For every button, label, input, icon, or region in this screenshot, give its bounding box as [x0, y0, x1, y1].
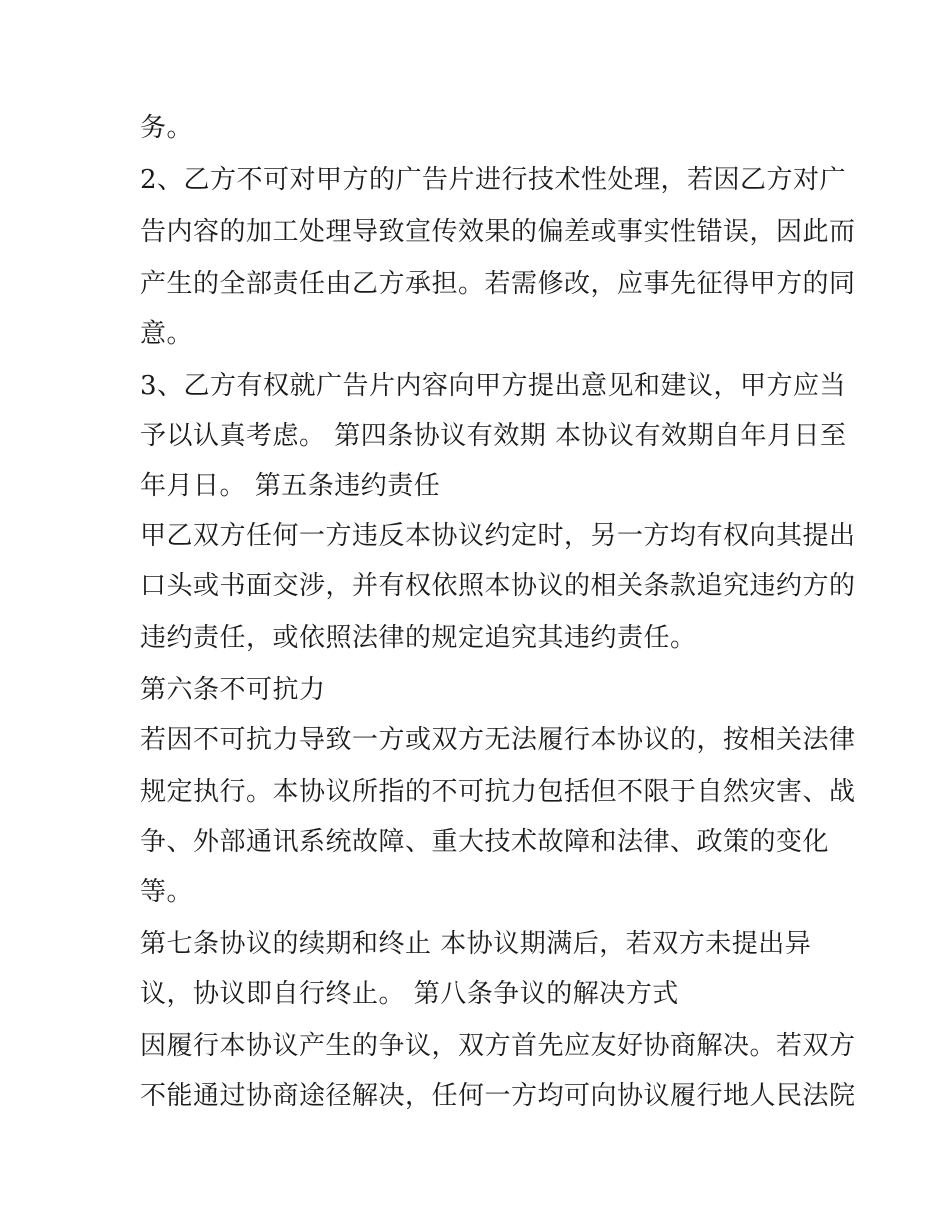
text-line: 议，协议即自行终止。 第八条争议的解决方式 — [140, 979, 679, 1009]
text-line: 甲乙双方任何一方违反本协议约定时，另一方均有权向其提出 — [140, 521, 856, 551]
text-line: 等。 — [140, 877, 194, 907]
text-line: 告内容的加工处理导致宣传效果的偏差或事实性错误，因此而 — [140, 217, 856, 247]
text-line: 不能通过协商途径解决，任何一方均可向协议履行地人民法院 — [140, 1081, 856, 1111]
text-line: 务。 — [140, 113, 194, 143]
text-line: 年月日。 第五条违约责任 — [140, 471, 441, 501]
text-line: 争、外部通讯系统故障、重大技术故障和法律、政策的变化 — [140, 827, 830, 857]
text-line: 第六条不可抗力 — [140, 675, 326, 705]
text-line: 第七条协议的续期和终止 本协议期满后，若双方未提出异 — [140, 929, 812, 959]
text-line: 若因不可抗力导致一方或双方无法履行本协议的，按相关法律 — [140, 725, 856, 755]
text-line: 规定执行。本协议所指的不可抗力包括但不限于自然灾害、战 — [140, 777, 856, 807]
text-line: 因履行本协议产生的争议，双方首先应友好协商解决。若双方 — [140, 1031, 856, 1061]
text-line: 意。 — [140, 319, 194, 349]
text-line: 违约责任，或依照法律的规定追究其违约责任。 — [140, 623, 697, 653]
text-line: 产生的全部责任由乙方承担。若需修改，应事先征得甲方的同 — [140, 269, 856, 299]
text-line: 予以认真考虑。 第四条协议有效期 本协议有效期自年月日至 — [140, 421, 847, 451]
text-line: 口头或书面交涉，并有权依照本协议的相关条款追究违约方的 — [140, 571, 856, 601]
text-line: 2、乙方不可对甲方的广告片进行技术性处理，若因乙方对广 — [140, 165, 847, 195]
text-line: 3、乙方有权就广告片内容向甲方提出意见和建议，甲方应当 — [140, 371, 847, 401]
